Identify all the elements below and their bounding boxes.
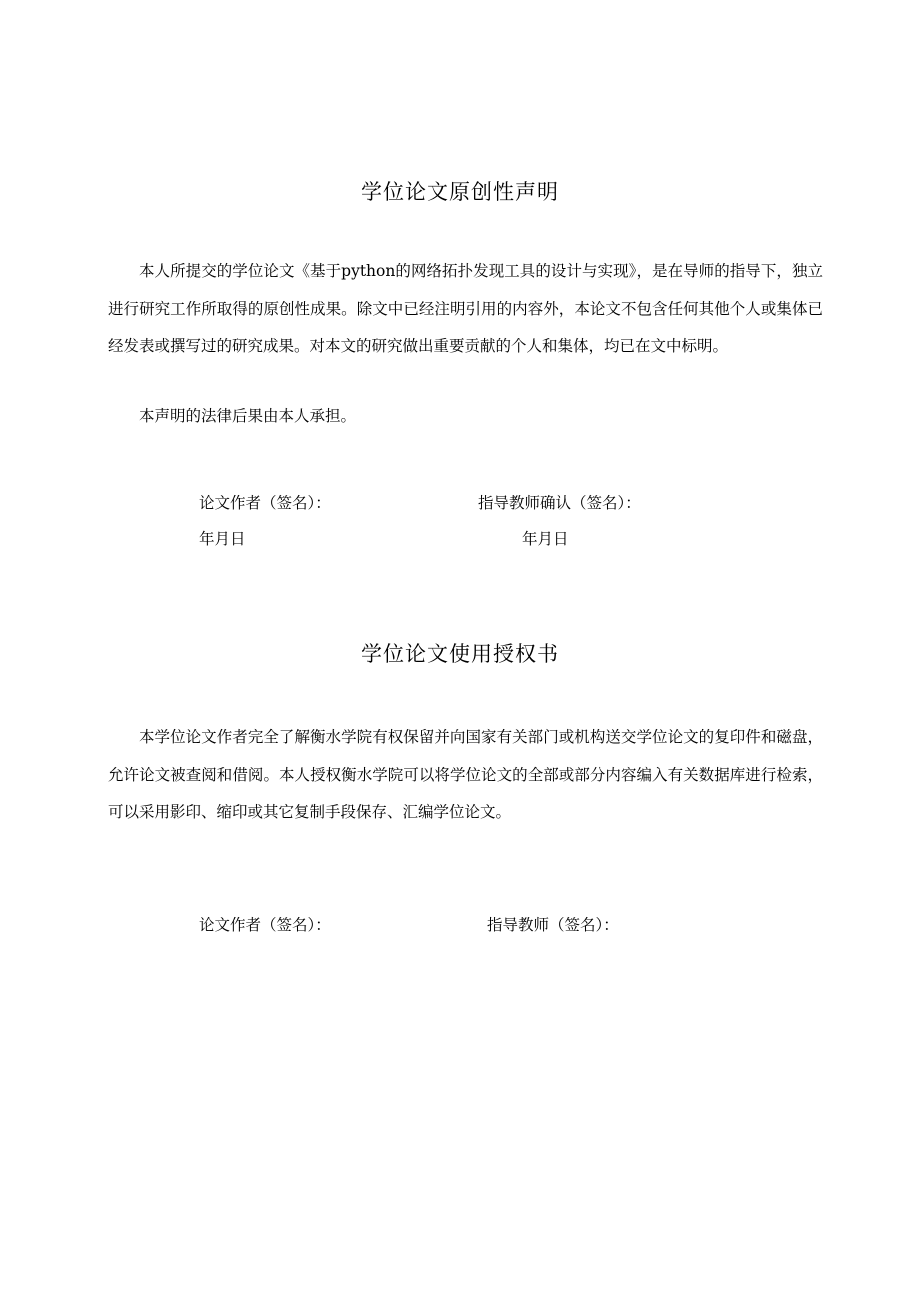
authorization-advisor-signature-label: 指导教师（签名）： [487,916,619,934]
originality-paragraph-2: 本声明的法律后果由本人承担。 [139,407,357,425]
authorization-title: 学位论文使用授权书 [361,642,559,666]
originality-advisor-signature-label: 指导教师确认（签名）： [478,494,641,512]
originality-author-signature-label: 论文作者（签名）： [199,494,331,512]
authorization-paragraph: 本学位论文作者完全了解衡水学院有权保留并向国家有关部门或机构送交学位论文的复印件和磁盘，允许论文被查阅和借阅。本人授权衡水学院可以将学位论文的全部或部分内容编入有关数据库进行检索，可以采用影印、缩印或其它复制手段保存、汇编学位论文。 [108,728,823,821]
authorization-author-signature-label: 论文作者（签名）： [199,916,331,934]
originality-advisor-date-label: 年月日 [522,530,569,548]
originality-title: 学位论文原创性声明 [361,180,559,204]
originality-paragraph-1: 本人所提交的学位论文《基于python的网络拓扑发现工具的设计与实现》，是在导师的指导下，独立进行研究工作所取得的原创性成果。除文中已经注明引用的内容外，本论文不包含任何其他个人或集体已经发表或撰写过的研究成果。对本文的研究做出重要贡献的个人和集体，均已在文中标明。 [108,262,823,355]
originality-author-date-label: 年月日 [199,530,246,548]
